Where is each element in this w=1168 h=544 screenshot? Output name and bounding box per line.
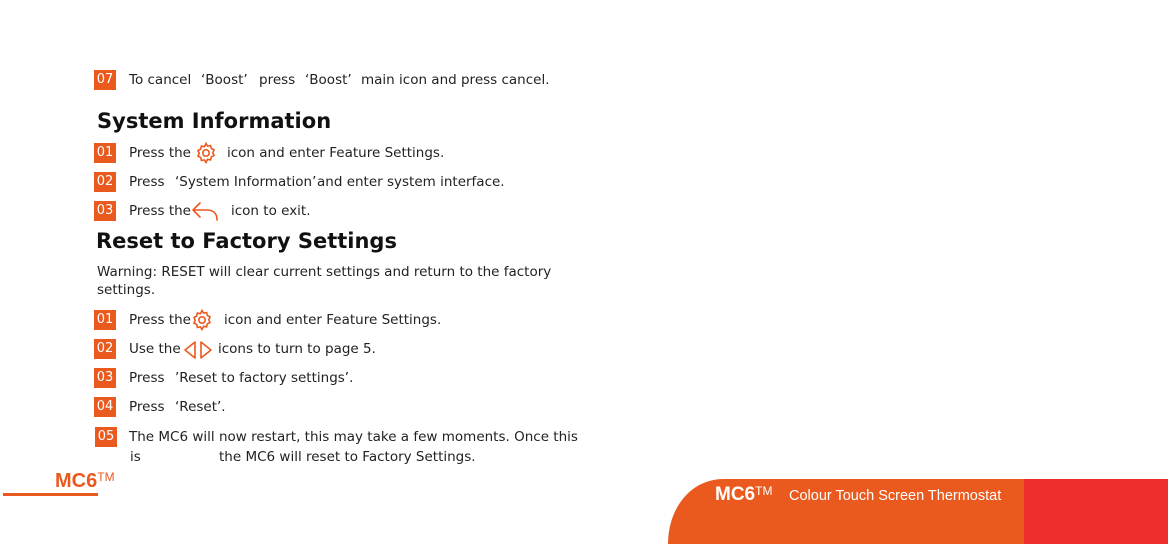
step-text: icon and enter Feature Settings. bbox=[227, 145, 445, 161]
warning-text: Warning: RESET will clear current settings and return to the factory bbox=[97, 264, 552, 280]
step-text: main icon and press cancel. bbox=[361, 72, 550, 88]
step-number: 02 bbox=[94, 339, 116, 359]
logo-text: MC6 bbox=[55, 470, 98, 492]
footer-logo-right bbox=[715, 484, 772, 506]
step-text: Press the bbox=[129, 312, 191, 328]
footer-caption: Colour Touch Screen Thermostat bbox=[789, 488, 1002, 504]
gear-icon bbox=[194, 141, 218, 165]
step-text: ‘Boost’ bbox=[305, 72, 352, 88]
step-text: To cancel bbox=[129, 72, 192, 88]
step-text: icon and enter Feature Settings. bbox=[224, 312, 442, 328]
logo-text: MC6 bbox=[715, 484, 756, 505]
step-text: The MC6 will now restart, this may take a few moments. Once this bbox=[129, 429, 578, 445]
trademark: TM bbox=[755, 484, 773, 498]
footer-logo-left bbox=[55, 470, 115, 493]
step-text: ’Reset to factory settings’. bbox=[175, 370, 354, 386]
gear-icon bbox=[190, 308, 214, 332]
step-text: Press the bbox=[129, 145, 191, 161]
section-title-reset: Reset to Factory Settings bbox=[96, 229, 397, 253]
step-text: and enter system interface. bbox=[317, 174, 505, 190]
step-number: 07 bbox=[94, 70, 116, 90]
step-text: ‘Boost’ bbox=[201, 72, 248, 88]
step-number: 01 bbox=[94, 143, 116, 163]
step-text: is bbox=[130, 449, 141, 465]
footer-divider bbox=[3, 493, 98, 496]
step-text: icons to turn to page 5. bbox=[218, 341, 376, 357]
trademark: TM bbox=[97, 470, 115, 484]
step-text: Press bbox=[129, 174, 165, 190]
section-title-system-information: System Information bbox=[97, 109, 332, 133]
step-number: 03 bbox=[94, 201, 116, 221]
step-number: 03 bbox=[94, 368, 116, 388]
step-text: ‘Reset’. bbox=[175, 399, 226, 415]
warning-text: settings. bbox=[97, 282, 156, 298]
step-text: Press bbox=[129, 399, 165, 415]
page-arrows-icon bbox=[182, 340, 214, 360]
step-number: 05 bbox=[95, 427, 117, 447]
step-text: Use the bbox=[129, 341, 181, 357]
back-arrow-icon bbox=[191, 200, 219, 222]
step-text: Press bbox=[129, 370, 165, 386]
step-text: icon to exit. bbox=[231, 203, 311, 219]
step-number: 01 bbox=[94, 310, 116, 330]
step-number: 04 bbox=[94, 397, 116, 417]
step-text: the MC6 will reset to Factory Settings. bbox=[219, 449, 476, 465]
step-number: 02 bbox=[94, 172, 116, 192]
step-text: press bbox=[259, 72, 296, 88]
step-text: Press the bbox=[129, 203, 191, 219]
step-text: ‘System Information’ bbox=[175, 174, 317, 190]
